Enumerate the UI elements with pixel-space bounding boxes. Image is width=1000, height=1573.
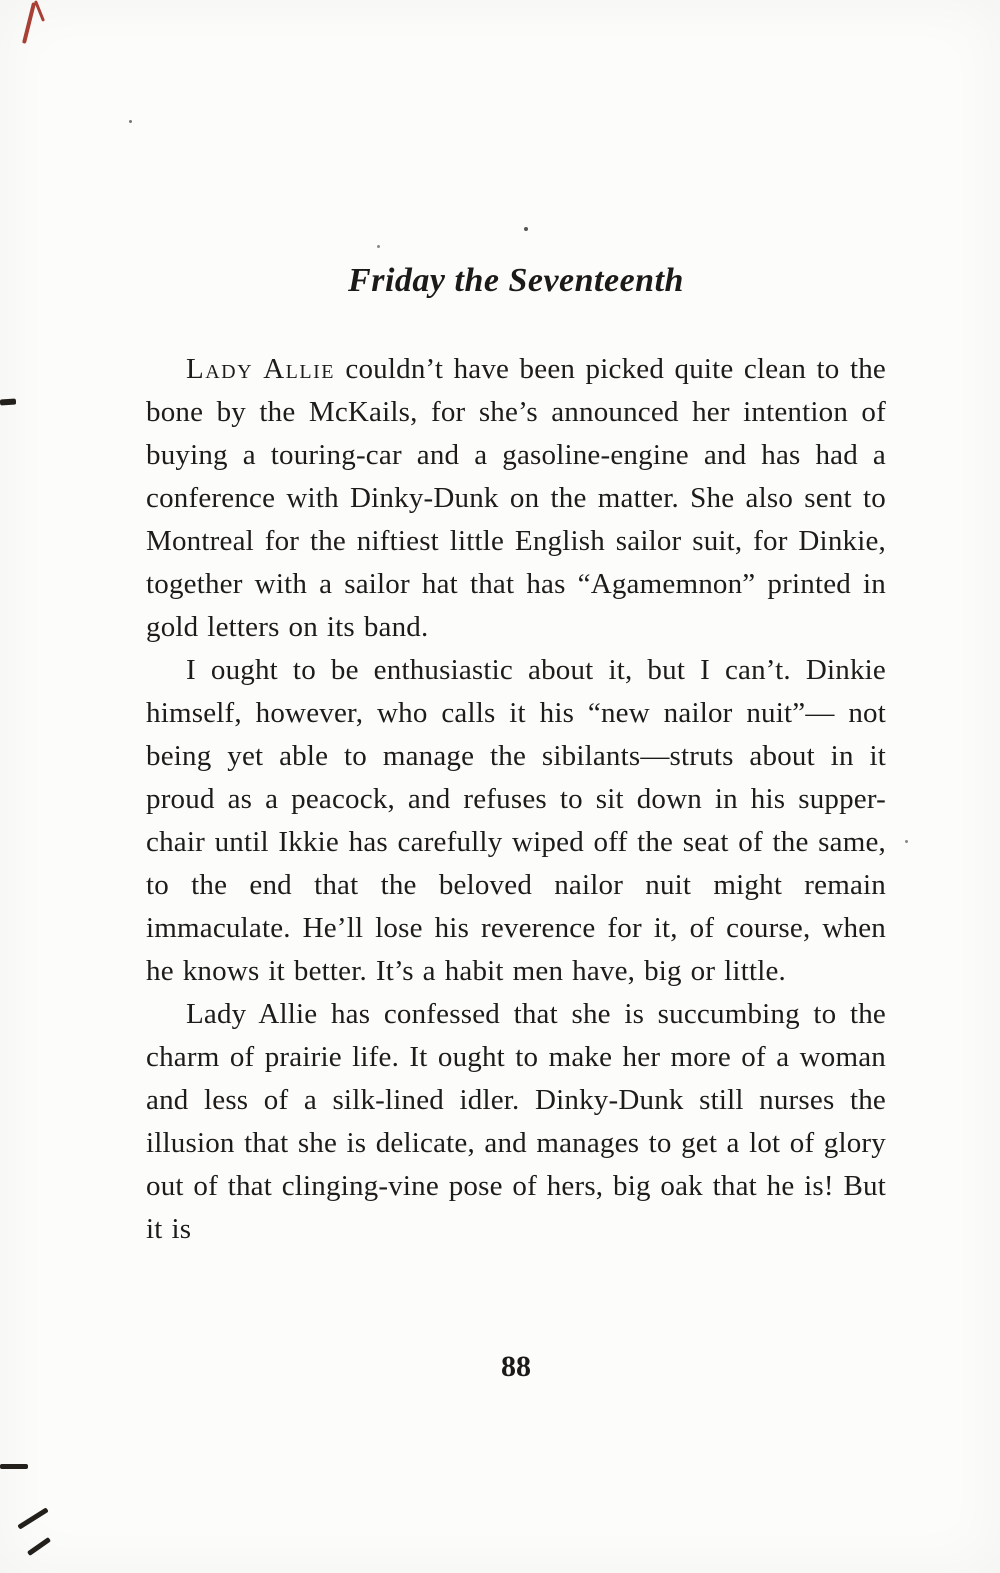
scan-artifact-edge-dash	[0, 398, 16, 405]
scan-speck	[129, 120, 132, 123]
paragraph	[146, 649, 886, 993]
paragraph	[146, 993, 886, 1251]
scan-speck	[905, 840, 908, 843]
paragraph-text: Lady Allie has confessed that she is succumbing to the charm of prairie life. It ought to make her more of a woman and less of a silk-lined idler. Dinky-Dunk still nurses the illusion that she is delicate, and manages to get a lot of glory out of that clinging-vine pose of hers, big oak that he is! But it is	[146, 998, 886, 1245]
page-number: 88	[501, 1350, 531, 1383]
paragraph-text: couldn’t have been picked quite clean to the bone by the McKails, for she’s announced her intention of buying a touring-car and a gasoline-engine and has had a conference with Dinky-Dunk on the matter. She also sent to Montreal for the niftiest little English sailor suit, for Dinkie, together with a sailor hat that has “Agamemnon” printed in gold letters on its band.	[146, 353, 886, 643]
paragraph-text: I ought to be enthusiastic about it, but I can’t. Dinkie himself, however, who calls it his “new nailor nuit”— not being yet able to manage the sibilants—struts about in it proud as a peacock, and refuses to sit down in his supper-chair until Ikkie has carefully wiped off the seat of the same, to the end that the beloved nailor nuit might remain immaculate. He’ll lose his reverence for it, of course, when he knows it better. It’s a habit men have, big or little.	[146, 654, 886, 987]
chapter-title: Friday the Seventeenth	[348, 262, 684, 299]
scan-artifact-bottom-stroke	[17, 1507, 48, 1529]
lead-in-small-caps: Lady Allie	[186, 353, 335, 385]
scan-artifact-bottom-stroke	[27, 1537, 51, 1556]
scan-artifact-bottom-line	[0, 1464, 28, 1469]
paragraph	[146, 348, 886, 649]
page-body	[146, 348, 886, 1251]
scan-speck	[377, 245, 380, 248]
scan-artifact-red-mark	[22, 2, 36, 44]
scan-artifact-red-mark	[34, 0, 45, 22]
scan-speck	[524, 227, 528, 231]
